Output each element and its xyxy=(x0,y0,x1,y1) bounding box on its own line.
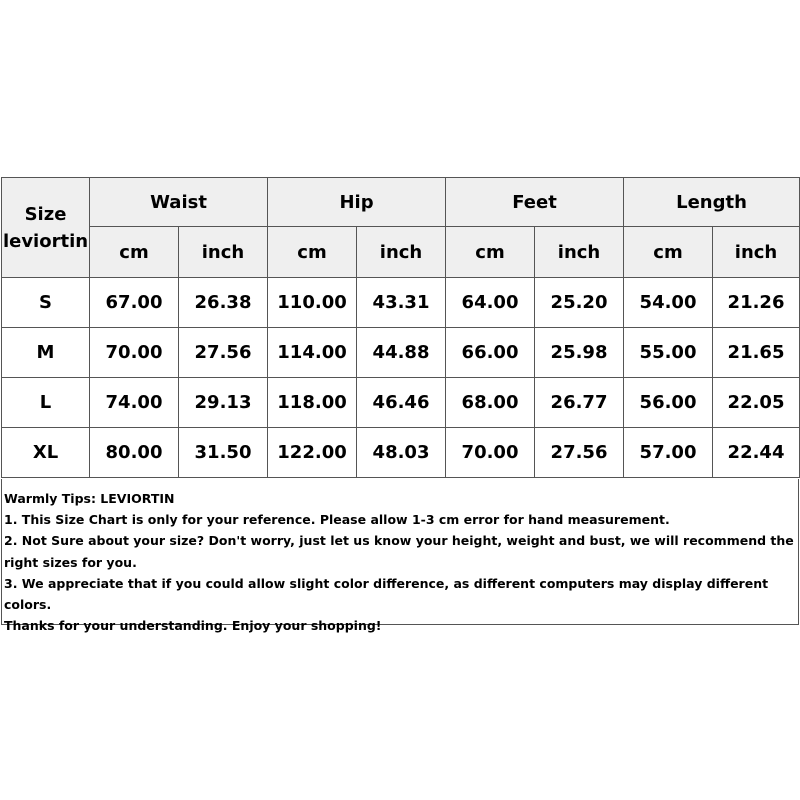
measurement-cell: 74.00 xyxy=(90,378,179,428)
unit-header: cm xyxy=(446,227,535,278)
tips-title: Warmly Tips: LEVIORTIN xyxy=(4,491,175,506)
table-row xyxy=(2,278,800,328)
size-rows xyxy=(2,278,800,478)
size-chart-table xyxy=(1,177,800,478)
table-row xyxy=(2,428,800,478)
measurement-cell: 29.13 xyxy=(179,378,268,428)
length-header: Length xyxy=(624,178,800,227)
brand-label: leviortin xyxy=(2,230,89,252)
tip-line: 3. We appreciate that if you could allow slight color difference, as different computers may display different colors. xyxy=(4,575,769,613)
measurement-cell: 55.00 xyxy=(624,328,713,378)
tip-line: Thanks for your understanding. Enjoy your shopping! xyxy=(4,618,382,634)
measurement-cell: 25.20 xyxy=(535,278,624,328)
tip-line: 1. This Size Chart is only for your reference. Please allow 1-3 cm error for hand measurement. xyxy=(4,512,670,528)
measurement-cell: 44.88 xyxy=(357,328,446,378)
measurement-cell: 68.00 xyxy=(446,378,535,428)
measurement-cell: 70.00 xyxy=(446,428,535,478)
size-column-header xyxy=(2,178,90,278)
group-header-row xyxy=(2,178,800,227)
measurement-cell: 80.00 xyxy=(90,428,179,478)
measurement-cell: 25.98 xyxy=(535,328,624,378)
measurement-cell: 31.50 xyxy=(179,428,268,478)
measurement-cell: 21.26 xyxy=(713,278,800,328)
hip-header: Hip xyxy=(268,178,446,227)
unit-header: inch xyxy=(357,227,446,278)
measurement-cell: 22.05 xyxy=(713,378,800,428)
measurement-cell: 43.31 xyxy=(357,278,446,328)
waist-header: Waist xyxy=(90,178,268,227)
size-label: Size xyxy=(24,203,67,225)
measurement-cell: 26.77 xyxy=(535,378,624,428)
measurement-cell: 46.46 xyxy=(357,378,446,428)
measurement-cell: 56.00 xyxy=(624,378,713,428)
size-cell: XL xyxy=(2,428,90,478)
measurement-cell: 67.00 xyxy=(90,278,179,328)
measurement-cell: 114.00 xyxy=(268,328,357,378)
measurement-cell: 48.03 xyxy=(357,428,446,478)
measurement-cell: 70.00 xyxy=(90,328,179,378)
unit-header: inch xyxy=(535,227,624,278)
size-cell: M xyxy=(2,328,90,378)
unit-header-row xyxy=(2,227,800,278)
measurement-cell: 27.56 xyxy=(179,328,268,378)
unit-header: cm xyxy=(90,227,179,278)
measurement-cell: 27.56 xyxy=(535,428,624,478)
table-row xyxy=(2,328,800,378)
measurement-cell: 118.00 xyxy=(268,378,357,428)
measurement-cell: 64.00 xyxy=(446,278,535,328)
unit-header: inch xyxy=(713,227,800,278)
measurement-cell: 22.44 xyxy=(713,428,800,478)
unit-header: cm xyxy=(624,227,713,278)
measurement-cell: 110.00 xyxy=(268,278,357,328)
unit-header: cm xyxy=(268,227,357,278)
measurement-cell: 66.00 xyxy=(446,328,535,378)
measurement-cell: 54.00 xyxy=(624,278,713,328)
warmly-tips xyxy=(1,479,799,634)
size-cell: L xyxy=(2,378,90,428)
measurement-cell: 57.00 xyxy=(624,428,713,478)
unit-header: inch xyxy=(179,227,268,278)
table-row xyxy=(2,378,800,428)
size-cell: S xyxy=(2,278,90,328)
measurement-cell: 21.65 xyxy=(713,328,800,378)
measurement-cell: 122.00 xyxy=(268,428,357,478)
measurement-cell: 26.38 xyxy=(179,278,268,328)
tip-line: 2. Not Sure about your size? Don't worry, just let us know your height, weight and bust, we will recommend the right sizes for you. xyxy=(4,533,794,570)
feet-header: Feet xyxy=(446,178,624,227)
